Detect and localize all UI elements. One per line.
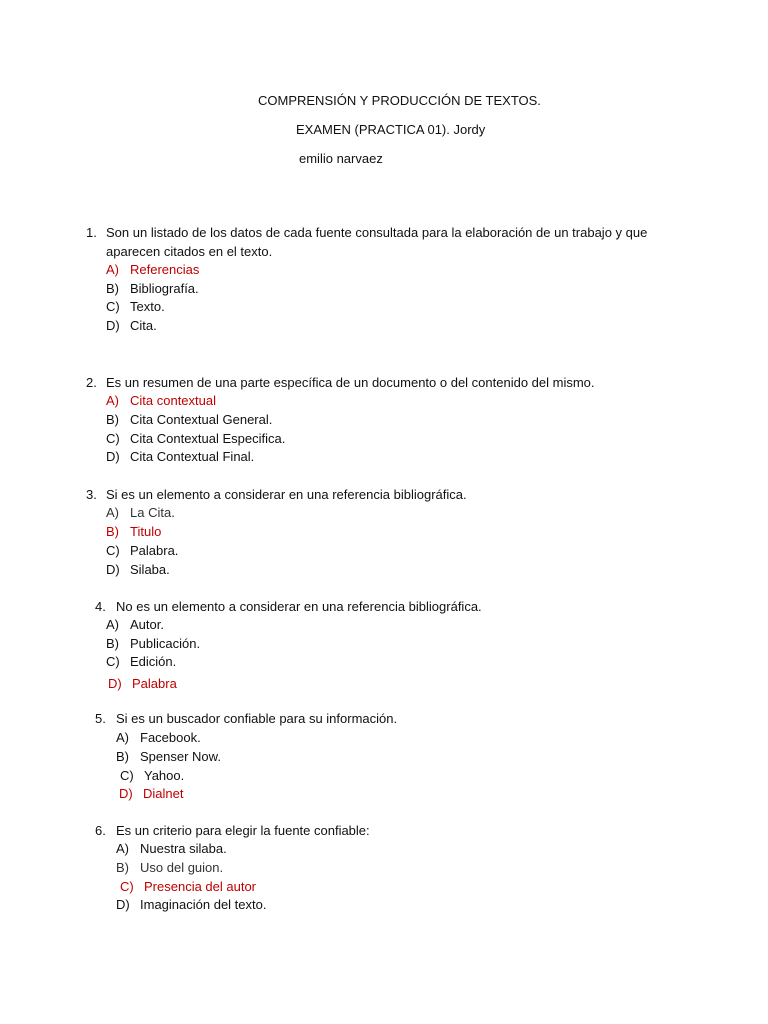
question-text: Es un resumen de una parte específica de un documento o del contenido del mismo. bbox=[106, 375, 595, 390]
option-text: Facebook. bbox=[140, 730, 201, 745]
option-letter: A) bbox=[106, 617, 119, 632]
option-letter: B) bbox=[106, 524, 119, 539]
option-text: Cita Contextual Especifica. bbox=[130, 431, 286, 446]
question-text-continued: aparecen citados en el texto. bbox=[106, 244, 273, 259]
option-text: Cita contextual bbox=[130, 393, 216, 408]
option-text: Uso del guion. bbox=[140, 860, 224, 875]
option-text: Palabra. bbox=[130, 543, 179, 558]
question-number: 5. bbox=[95, 711, 106, 726]
option-text: Cita. bbox=[130, 318, 157, 333]
option-letter: D) bbox=[119, 786, 133, 801]
option-letter: B) bbox=[106, 636, 119, 651]
question-text: Si es un elemento a considerar en una referencia bibliográfica. bbox=[106, 487, 467, 502]
document-title: COMPRENSIÓN Y PRODUCCIÓN DE TEXTOS. bbox=[258, 93, 541, 108]
option-text: Titulo bbox=[130, 524, 162, 539]
option-letter: D) bbox=[108, 676, 122, 691]
option-text: Cita Contextual Final. bbox=[130, 449, 255, 464]
option-letter: C) bbox=[106, 654, 120, 669]
option-letter: D) bbox=[106, 562, 120, 577]
option-letter: D) bbox=[106, 449, 120, 464]
option-letter: B) bbox=[116, 860, 129, 875]
student-name: emilio narvaez bbox=[299, 151, 383, 166]
option-letter: B) bbox=[116, 749, 129, 764]
option-letter: D) bbox=[116, 897, 130, 912]
option-text: Imaginación del texto. bbox=[140, 897, 267, 912]
option-letter: B) bbox=[106, 281, 119, 296]
question-number: 4. bbox=[95, 599, 106, 614]
question-text: Es un criterio para elegir la fuente confiable: bbox=[116, 823, 370, 838]
option-text: Referencias bbox=[130, 262, 200, 277]
question-number: 3. bbox=[86, 487, 97, 502]
question-number: 1. bbox=[86, 225, 97, 240]
option-text: Presencia del autor bbox=[144, 879, 257, 894]
option-text: Palabra bbox=[132, 676, 177, 691]
option-text: Spenser Now. bbox=[140, 749, 221, 764]
option-letter: C) bbox=[106, 299, 120, 314]
question-text: No es un elemento a considerar en una referencia bibliográfica. bbox=[116, 599, 482, 614]
option-text: Publicación. bbox=[130, 636, 201, 651]
exam-title: EXAMEN (PRACTICA 01). Jordy bbox=[296, 122, 486, 137]
question-number: 2. bbox=[86, 375, 97, 390]
option-text: La Cita. bbox=[130, 505, 175, 520]
option-letter: C) bbox=[120, 879, 134, 894]
question-text: Si es un buscador confiable para su información. bbox=[116, 711, 398, 726]
option-text: Cita Contextual General. bbox=[130, 412, 273, 427]
option-letter: C) bbox=[106, 543, 120, 558]
option-letter: C) bbox=[106, 431, 120, 446]
option-letter: A) bbox=[106, 262, 119, 277]
option-letter: A) bbox=[106, 505, 119, 520]
option-text: Bibliografía. bbox=[130, 281, 199, 296]
option-letter: D) bbox=[106, 318, 120, 333]
option-letter: A) bbox=[116, 730, 129, 745]
question-text: Son un listado de los datos de cada fuente consultada para la elaboración de un trabajo y que bbox=[106, 225, 648, 240]
option-text: Silaba. bbox=[130, 562, 170, 577]
option-text: Dialnet bbox=[143, 786, 184, 801]
question-number: 6. bbox=[95, 823, 106, 838]
option-text: Autor. bbox=[130, 617, 164, 632]
option-text: Texto. bbox=[130, 299, 165, 314]
option-letter: B) bbox=[106, 412, 119, 427]
option-text: Edición. bbox=[130, 654, 177, 669]
option-letter: A) bbox=[116, 841, 129, 856]
option-text: Nuestra silaba. bbox=[140, 841, 227, 856]
option-letter: C) bbox=[120, 768, 134, 783]
option-letter: A) bbox=[106, 393, 119, 408]
option-text: Yahoo. bbox=[144, 768, 185, 783]
